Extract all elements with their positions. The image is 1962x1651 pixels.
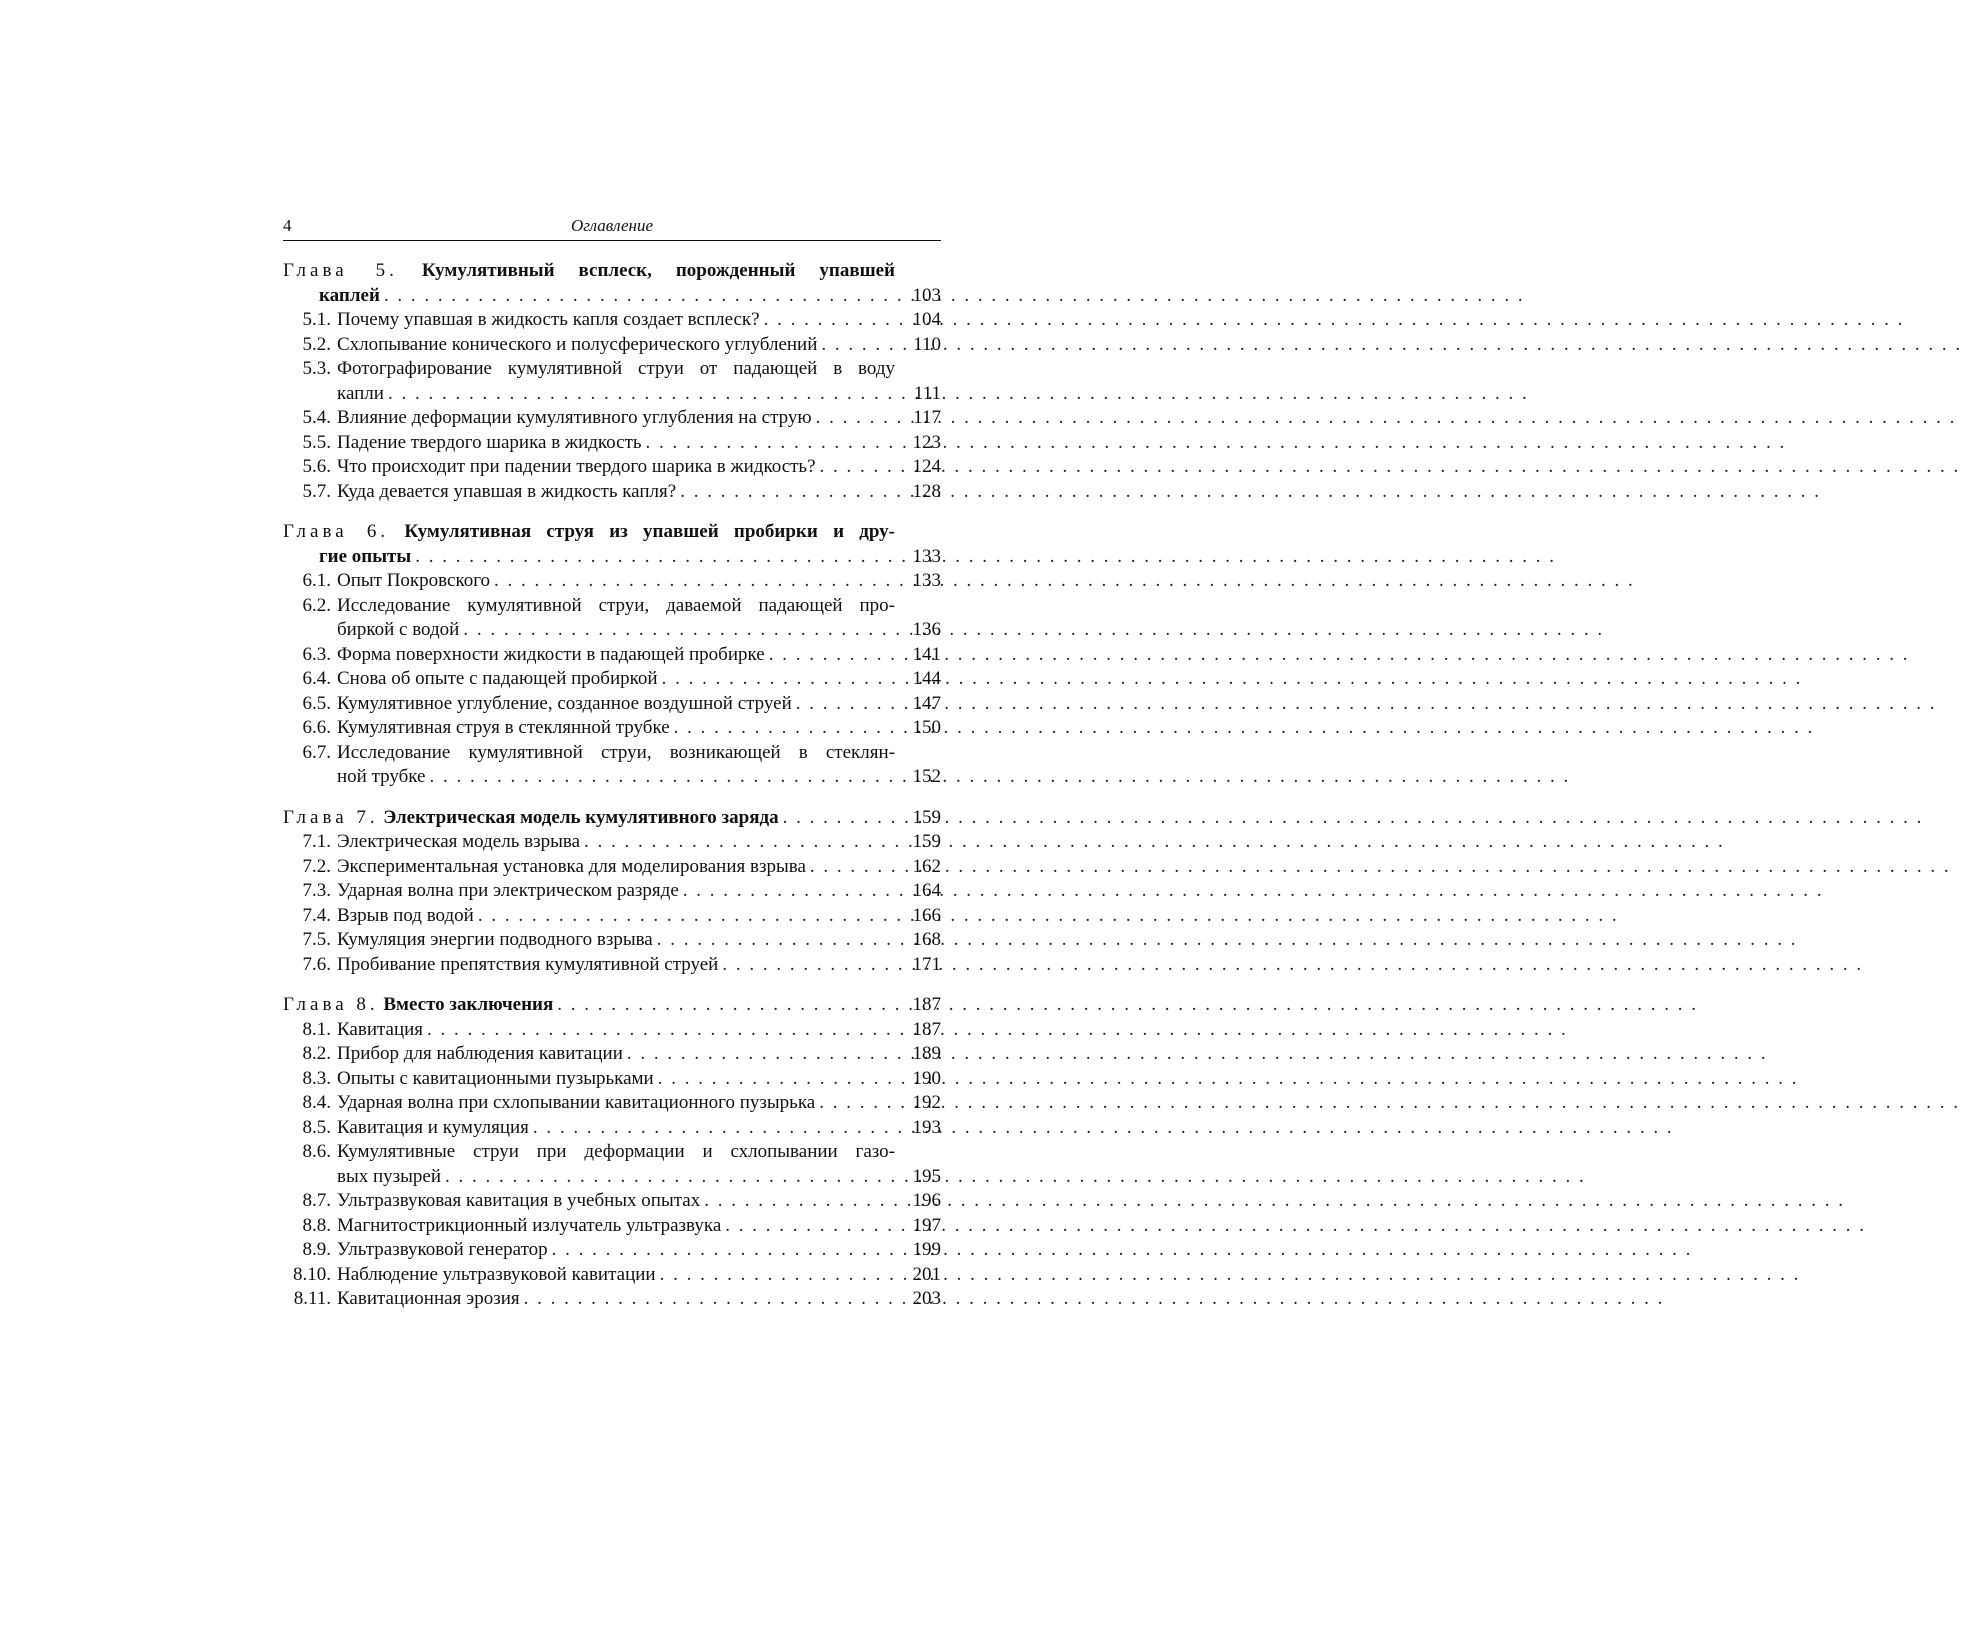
toc-entry[interactable] [283,1263,941,1288]
toc-entry[interactable] [283,667,941,692]
toc-entry[interactable] [283,879,941,904]
chapter-page-number: 187 [912,994,941,1015]
section-title: Кавитация [337,1018,424,1040]
toc-entry[interactable] [283,480,941,505]
section-number: 8.10. [293,1263,331,1285]
dot-leader [653,928,899,953]
toc-entry[interactable] [283,643,941,668]
section-title: Влияние деформации кумулятивного углубления на струю [337,407,812,428]
section-number: 5.7. [302,480,331,502]
section-number: 7.4. [302,904,331,926]
toc-entry[interactable] [283,431,941,456]
section-page-number: 110 [913,333,941,355]
section-title: Наблюдение ультразвуковой кавитации [337,1263,656,1285]
section-page-number: 144 [912,668,941,689]
dot-leader [760,308,899,333]
toc-entry[interactable] [283,904,941,929]
chapter-heading-line[interactable] [283,545,941,570]
toc-entry[interactable] [283,569,941,594]
section-page-number: 193 [912,1116,941,1138]
section-title: Исследование кумулятивной струи, даваемой падающей про- [337,594,895,616]
toc-entry[interactable] [283,1067,941,1092]
dot-leader [679,879,899,904]
section-title: Электрическая модель взрыва [337,831,581,852]
section-title-cont: ной трубке [337,766,426,787]
section-title: Ударная волна при схлопывании кавитационного пузырька [337,1092,816,1113]
chapter-heading-line[interactable] [283,993,941,1018]
section-title: Исследование кумулятивной струи, возникающей в стеклян- [337,741,895,763]
toc-entry[interactable] [283,741,941,790]
toc-entry[interactable] [283,1214,941,1239]
section-page-number: 166 [912,904,941,926]
section-title: Кумулятивная струя в стеклянной трубке [337,717,670,738]
section-title: Ударная волна при электрическом разряде [337,880,679,901]
section-title: Ультразвуковая кавитация в учебных опытах [337,1190,701,1211]
page-number: 4 [283,216,292,235]
dot-leader [411,545,899,570]
section-page-number: 196 [912,1190,941,1211]
toc-entry[interactable] [283,716,941,741]
dot-leader [384,382,899,407]
section-page-number: 201 [912,1263,941,1285]
section-number: 8.3. [302,1067,331,1089]
section-title: Ультразвуковой генератор [337,1239,548,1260]
section-title: Экспериментальная установка для моделирования взрыва [337,855,806,877]
section-number: 8.6. [302,1141,331,1162]
dot-leader [642,431,899,456]
section-number: 8.9. [302,1239,331,1260]
toc-entry[interactable] [283,855,941,880]
section-title: Прибор для наблюдения кавитации [337,1043,623,1064]
running-header [283,214,941,241]
section-title: Опыты с кавитационными пузырьками [337,1067,654,1089]
section-page-number: 152 [912,766,941,787]
chapter-heading-line [283,259,941,284]
book-page [283,214,941,1328]
section-title: Снова об опыте с падающей пробиркой [337,668,658,689]
section-title: Опыт Покровского [337,570,491,591]
section-title: Форма поверхности жидкости в падающей пробирке [337,643,765,665]
section-page-number: 150 [912,717,941,738]
dot-leader [529,1116,899,1141]
section-number: 8.4. [302,1092,331,1113]
toc-entry[interactable] [283,953,941,978]
dot-leader [654,1067,899,1092]
section-title-cont: капли [337,382,384,404]
chapter-block [283,259,941,504]
dot-leader [676,480,899,505]
chapter-page-number: 103 [912,284,941,306]
section-number: 5.2. [302,333,331,355]
dot-leader [779,806,899,831]
section-number: 8.8. [302,1214,331,1236]
chapter-heading-line[interactable] [283,284,941,309]
section-title: Куда девается упавшая в жидкость капля? [337,480,677,502]
section-number: 8.2. [302,1043,331,1064]
section-page-number: 171 [912,953,941,975]
dot-leader [815,1091,899,1116]
running-title: Оглавление [570,216,654,235]
dot-leader [806,855,899,880]
section-page-number: 124 [912,456,941,477]
dot-leader [425,765,899,790]
section-page-number: 128 [912,480,941,502]
section-page-number: 104 [912,309,941,330]
dot-leader [656,1263,899,1288]
toc-entry[interactable] [283,1042,941,1067]
toc-entry[interactable] [283,1189,941,1214]
section-number: 7.2. [302,855,331,877]
dot-leader [580,830,899,855]
section-page-number: 136 [912,619,941,640]
section-number: 6.7. [302,741,331,763]
toc-entry[interactable] [283,830,941,855]
toc-entry[interactable] [283,357,941,406]
section-title: Падение твердого шарика в жидкость [337,431,642,453]
section-page-number: 162 [912,855,941,877]
section-title-cont: биркой с водой [337,619,460,640]
section-number: 6.1. [302,570,331,591]
dot-leader [548,1238,899,1263]
toc-entry[interactable] [283,1238,941,1263]
dot-leader [792,692,899,717]
chapter-page-number: 159 [912,806,941,828]
section-number: 6.2. [302,594,331,616]
table-of-contents [283,259,941,1312]
section-number: 7.3. [302,880,331,901]
toc-entry[interactable] [283,928,941,953]
toc-entry[interactable] [283,308,941,333]
section-title: Фотографирование кумулятивной струи от падающей в воду [337,358,895,379]
dot-leader [812,406,899,431]
section-title: Схлопывание конического и полусферического углублений [337,333,818,355]
chapter-label: Глава 6. [283,521,390,542]
section-number: 8.5. [302,1116,331,1138]
dot-leader [623,1042,899,1067]
section-number: 5.5. [302,431,331,453]
section-title: Кумулятивные струи при деформации и схлопывании газо- [337,1141,895,1162]
section-number: 8.7. [302,1190,331,1211]
toc-entry[interactable] [283,406,941,431]
chapter-label: Глава 7. [283,806,379,828]
section-page-number: 111 [913,382,941,404]
section-page-number: 190 [912,1067,941,1089]
dot-leader [459,618,899,643]
section-number: 8.1. [302,1018,331,1040]
section-number: 6.6. [302,717,331,738]
section-page-number: 168 [912,929,941,950]
dot-leader [553,993,899,1018]
dot-leader [490,569,899,594]
section-page-number: 133 [912,570,941,591]
dot-leader [765,643,899,668]
section-page-number: 199 [912,1239,941,1260]
section-page-number: 141 [912,643,941,665]
section-title: Кавитация и кумуляция [337,1116,529,1138]
section-number: 6.5. [302,692,331,714]
toc-entry[interactable] [283,594,941,643]
section-page-number: 147 [912,692,941,714]
chapter-heading-line [283,520,941,545]
section-title: Почему упавшая в жидкость капля создает всплеск? [337,309,760,330]
toc-entry[interactable] [283,455,941,480]
toc-entry[interactable] [283,1091,941,1116]
section-title: Кавитационная эрозия [337,1288,520,1309]
section-number: 5.6. [302,456,331,477]
chapter-title: Кумулятивная струя из упавшей пробирки и дру- [404,521,896,542]
dot-leader [441,1165,899,1190]
section-number: 5.3. [302,358,331,379]
section-title: Что происходит при падении твердого шарика в жидкость? [337,456,816,477]
chapter-title: Вместо заключения [383,994,554,1015]
dot-leader [817,333,899,358]
section-page-number: 164 [912,880,941,901]
toc-entry[interactable] [283,333,941,358]
section-number: 5.1. [302,309,331,330]
section-number: 6.4. [302,668,331,689]
section-page-number: 203 [912,1288,941,1309]
section-title: Кумулятивное углубление, созданное воздушной струей [337,692,792,714]
section-page-number: 187 [912,1018,941,1040]
toc-entry[interactable] [283,1287,941,1312]
dot-leader [721,1214,899,1239]
dot-leader [670,716,899,741]
section-title: Взрыв под водой [337,904,474,926]
section-page-number: 159 [912,831,941,852]
toc-entry[interactable] [283,692,941,717]
dot-leader [520,1287,899,1312]
section-title-cont: вых пузырей [337,1165,442,1187]
section-number: 7.1. [302,831,331,852]
section-number: 6.3. [302,643,331,665]
chapter-title: Кумулятивный всплеск, порожденный упавшей [421,260,896,281]
chapter-block [283,520,941,790]
dot-leader [380,284,899,309]
chapter-label: Глава 5. [283,260,398,281]
toc-entry[interactable] [283,1116,941,1141]
section-title: Пробивание препятствия кумулятивной струей [337,953,719,975]
chapter-label: Глава 8. [283,994,379,1015]
dot-leader [474,904,899,929]
dot-leader [718,953,899,978]
section-page-number: 197 [912,1214,941,1236]
dot-leader [700,1189,899,1214]
section-number: 7.5. [302,929,331,950]
section-number: 8.11. [293,1288,331,1309]
section-page-number: 195 [912,1165,941,1187]
section-page-number: 123 [912,431,941,453]
section-title: Кумуляция энергии подводного взрыва [337,929,653,950]
chapter-page-number: 133 [912,545,941,567]
chapter-title-cont: каплей [319,284,380,306]
section-title: Магнитострикционный излучатель ультразвука [337,1214,722,1236]
section-page-number: 189 [912,1043,941,1064]
chapter-title: Электрическая модель кумулятивного заряда [383,806,779,828]
dot-leader [816,455,899,480]
chapter-heading-line[interactable] [283,806,941,831]
section-number: 7.6. [302,953,331,975]
toc-entry[interactable] [283,1140,941,1189]
section-page-number: 192 [912,1092,941,1113]
chapter-block [283,993,941,1312]
toc-entry[interactable] [283,1018,941,1043]
section-number: 5.4. [302,407,331,428]
chapter-block [283,806,941,978]
section-page-number: 117 [913,407,941,428]
dot-leader [423,1018,899,1043]
dot-leader [658,667,899,692]
chapter-title-cont: гие опыты [319,545,412,567]
